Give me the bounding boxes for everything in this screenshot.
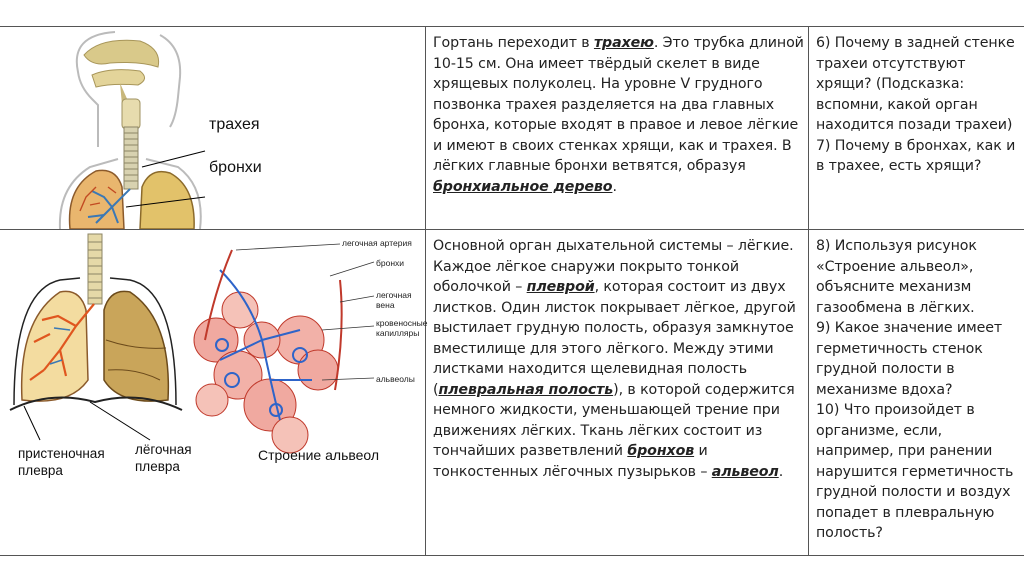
lungs-alveoli-figure: [0, 230, 428, 555]
questions-row1: [816, 33, 1021, 177]
text-segment: Гортань переходит в: [433, 35, 594, 51]
lungs-pleura-illustration: [0, 230, 425, 555]
label-capillaries-1: кровеносные: [376, 318, 428, 328]
label-artery: легочная артерия: [342, 238, 412, 248]
text-segment: ), в которой содержится немного жидкости, уменьшающей трение при движениях лёгких. Ткань лёгких состоит из тончайших разветвлений: [433, 381, 795, 459]
text-segment: . Это трубка длиной 10-15 см. Она имеет твёрдый скелет в виде хрящевых полуколец. На уровне V грудного позвонка трахея разделяется на два главных бронха, которые входят в правое и левое лёгкие и имеют в своих стенках хрящи, как и трахея. В лёгких главные бронхи ветвятся, образуя: [433, 35, 804, 174]
respiratory-figure: [0, 27, 425, 229]
text-segment: .: [778, 463, 784, 480]
table-col-divider-2: [808, 26, 809, 556]
lungs-description: [433, 236, 805, 482]
question-9: 9) Какое значение имеет герметичность стенок грудной полости в механизме вдоха?: [816, 320, 1003, 398]
term-bronchi: бронхов: [627, 443, 695, 459]
text-segment: Основной орган дыхательной системы – лёгкие. Каждое лёгкое снаружи покрыто тонкой оболочкой –: [433, 238, 794, 295]
term-bronchial-tree: бронхиальное дерево: [433, 178, 613, 195]
label-alveoli: альвеолы: [376, 374, 415, 384]
term-pleura: плеврой: [526, 279, 595, 295]
label-line: лёгочная: [135, 442, 192, 457]
term-pleural-cavity: плевральная полость: [438, 381, 614, 398]
questions-row2: [816, 236, 1021, 544]
label-line: плевра: [135, 459, 180, 474]
label-line: плевра: [18, 463, 63, 478]
label-parietal-pleura: [18, 445, 105, 479]
label-bronchi-small: бронхи: [376, 258, 405, 268]
label-trachea: трахея: [209, 116, 260, 133]
text-segment: .: [612, 178, 617, 195]
label-line: пристеночная: [18, 446, 105, 461]
term-alveoli: альвеол: [711, 463, 779, 480]
label-capillaries-2: капилляры: [376, 328, 420, 338]
question-7: 7) Почему в бронхах, как и в трахее, есть хрящи?: [816, 137, 1016, 174]
table-bottom-border: [0, 555, 1024, 556]
label-pulmonary-pleura: [135, 441, 192, 475]
question-10: 10) Что произойдет в организме, если, например, при ранении нарушится герметичность грудной полости и воздух попадет в плевральную полость?: [816, 402, 1014, 541]
question-6: 6) Почему в задней стенке трахеи отсутствуют хрящи? (Подсказка: вспомни, какой орган находится позади трахеи): [816, 35, 1015, 133]
label-vein: легочная вена: [376, 290, 412, 310]
alveoli-cluster: [194, 292, 338, 453]
caption-alveoli-structure: Строение альвеол: [258, 447, 380, 463]
label-bronchi: бронхи: [209, 159, 262, 176]
term-trachea: трахею: [593, 35, 654, 51]
table-col-divider-1: [425, 26, 426, 556]
text-segment: , которая состоит из двух листков. Один листок покрывает лёгкое, другой выстилает грудную полость, образуя замкнутое вместилище для этого лёгкого. Между этими листками находится щелевидная полость (: [433, 279, 796, 398]
question-8: 8) Используя рисунок «Строение альвеол», объясните механизм газообмена в лёгких.: [816, 238, 977, 316]
trachea-description: [433, 33, 805, 197]
text-segment: и тонкостенных лёгочных пузырьков –: [433, 443, 712, 480]
